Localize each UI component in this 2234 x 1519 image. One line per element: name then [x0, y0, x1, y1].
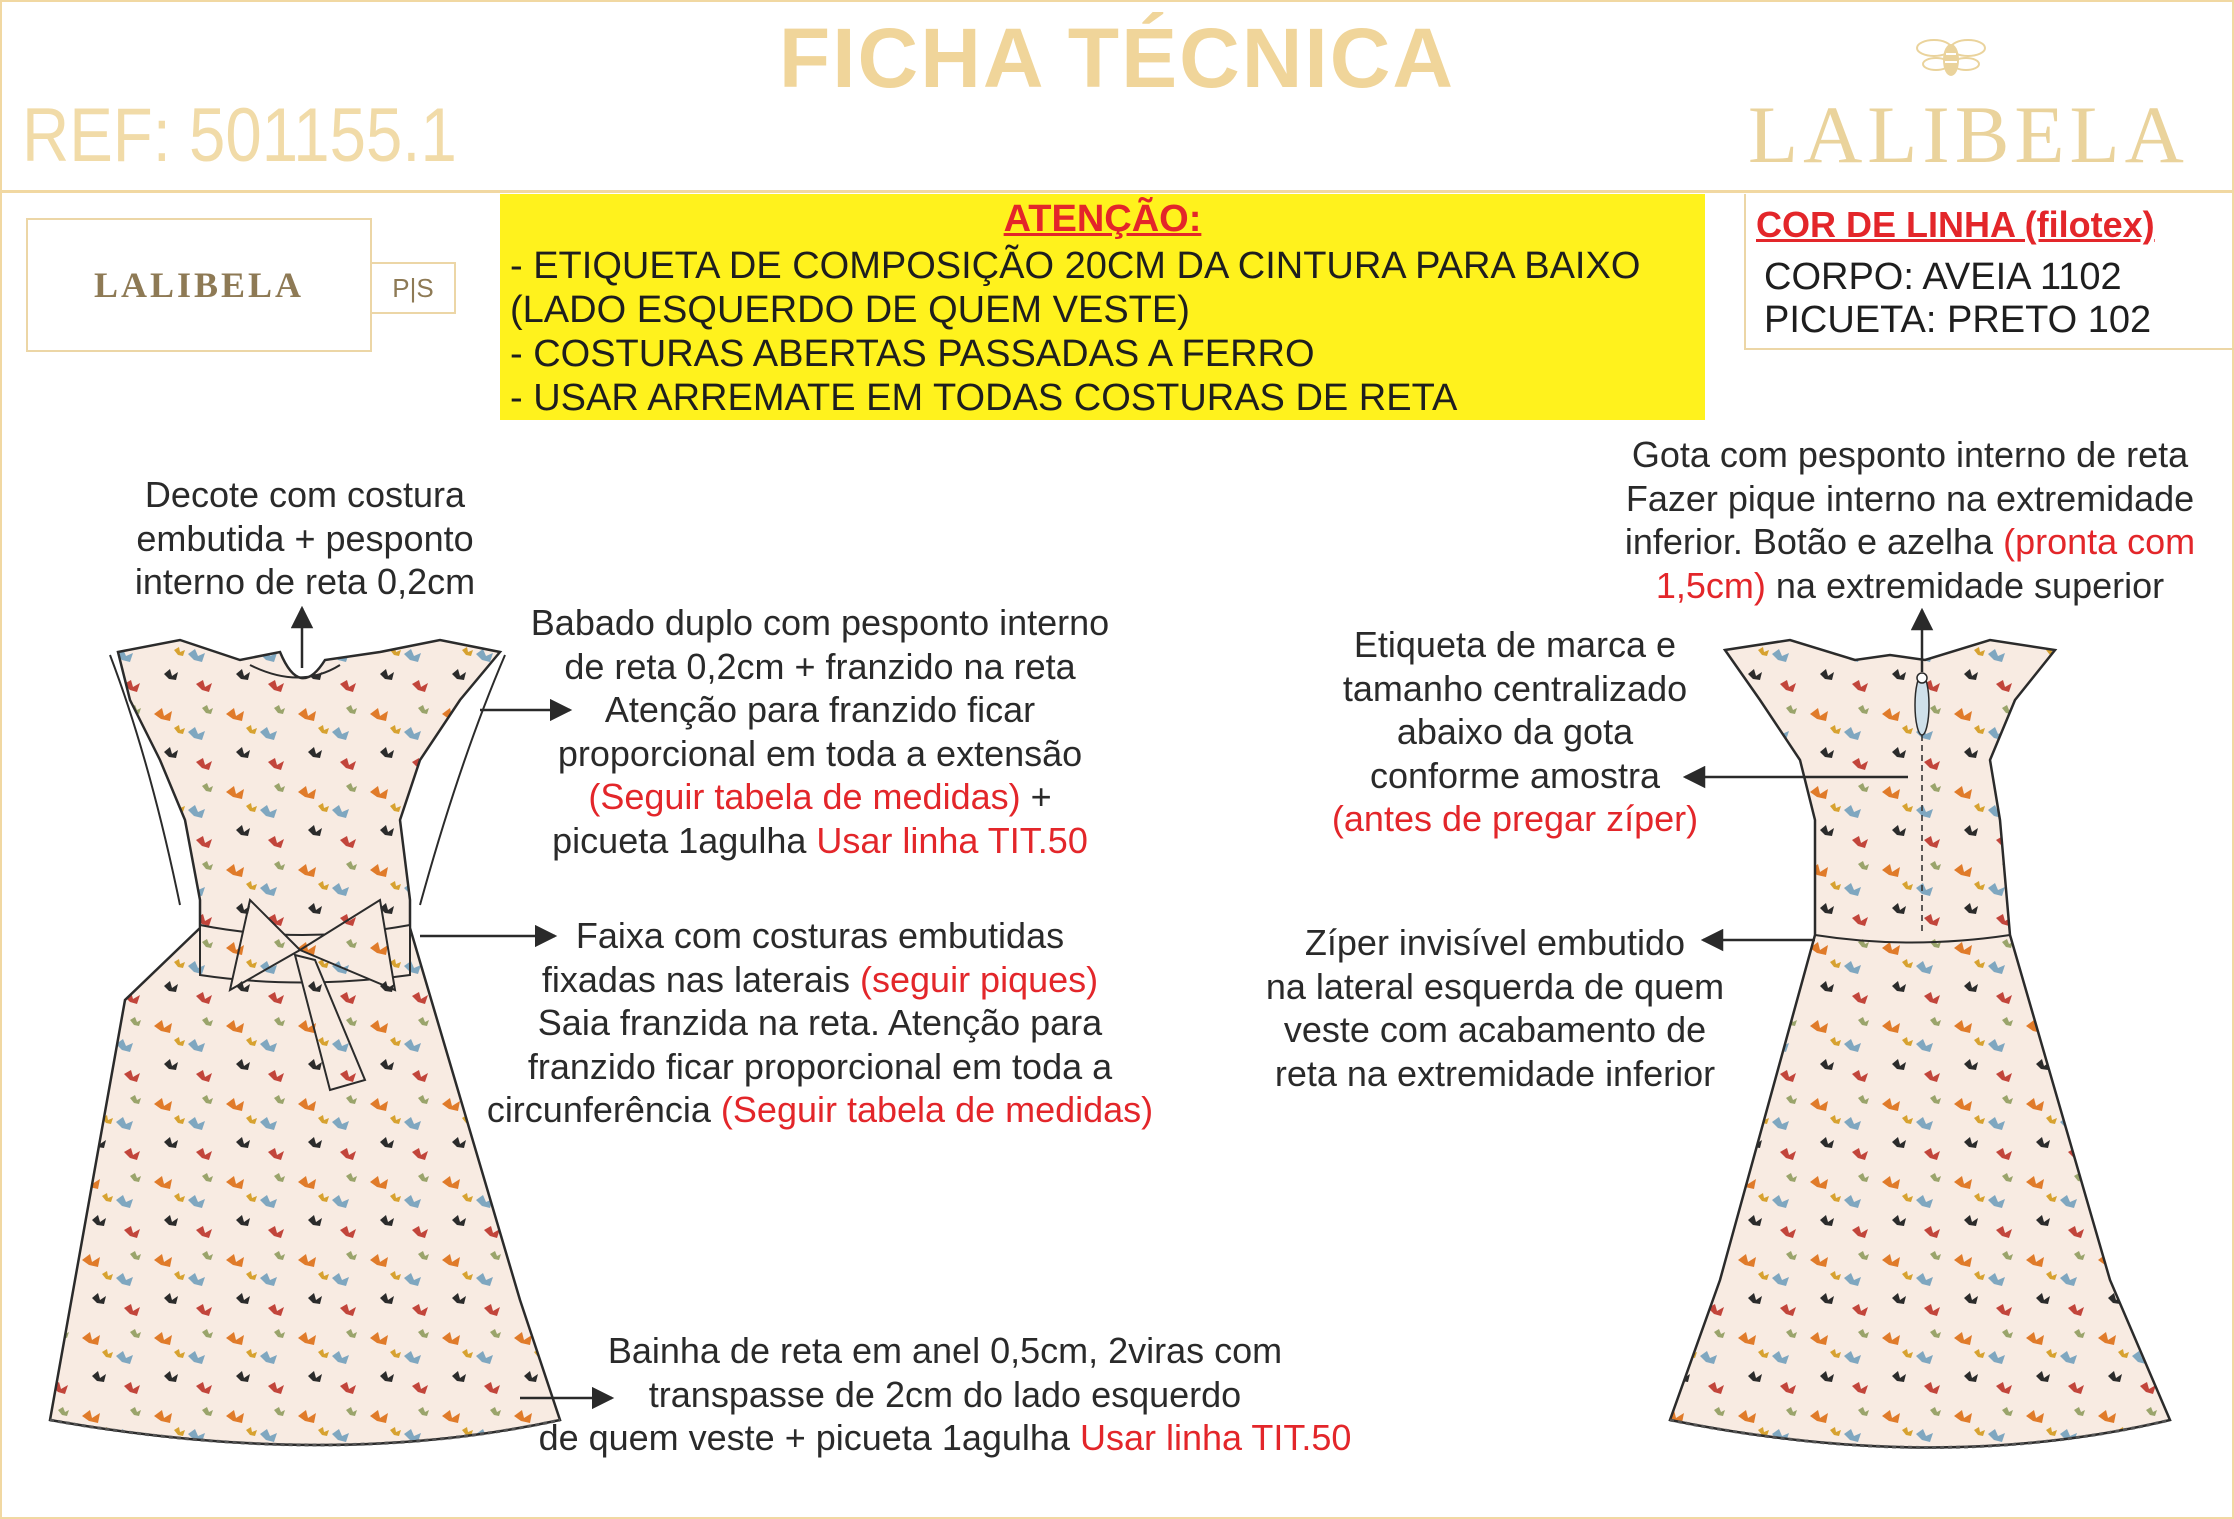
- drop-note: Gota com pesponto interno de reta Fazer pique interno na extremidade inferior. Botão e azelha (pronta com 1,5cm) na extremidade superior: [1624, 434, 2196, 606]
- ruffle-note: Babado duplo com pesponto interno de reta 0,2cm + franzido na reta Atenção para franzido ficar proporcional em toda a extensão (Seguir tabela de medidas) + picueta 1agulha Usar linha TIT.50: [530, 602, 1110, 861]
- neckline-note: Decote com costura embutida + pesponto interno de reta 0,2cm: [134, 474, 476, 602]
- page-title: FICHA TÉCNICA: [778, 11, 1456, 105]
- zipper-note: Zíper invisível embutido na lateral esquerda de quem veste com acabamento de reta na extremidade inferior: [1265, 922, 1725, 1094]
- reference-code: REF: 501155.1: [22, 93, 457, 178]
- attention-line: - COSTURAS ABERTAS PASSADAS A FERRO: [510, 333, 1315, 375]
- thread-color-heading: COR DE LINHA (filotex): [1756, 204, 2155, 245]
- hem-note: Bainha de reta em anel 0,5cm, 2viras com transpasse de 2cm do lado esquerdo de quem veste + picueta 1agulha Usar linha TIT.50: [538, 1330, 1352, 1458]
- label-brand-text: LALIBELA: [93, 265, 305, 305]
- thread-color-picot: PICUETA: PRETO 102: [1764, 299, 2152, 341]
- attention-heading: ATENÇÃO:: [1003, 198, 1202, 240]
- sash-note: Faixa com costuras embutidas fixadas nas laterais (seguir piques) Saia franzida na reta. Atenção para franzido ficar proporcional em toda a circunferência (Seguir tabela de medidas): [486, 915, 1154, 1130]
- tag-note: Etiqueta de marca e tamanho centralizado abaixo da gota conforme amostra (antes de pregar zíper): [1331, 624, 1699, 839]
- attention-line: - USAR ARREMATE EM TODAS COSTURAS DE RETA: [510, 377, 1458, 419]
- attention-line: - ETIQUETA DE COMPOSIÇÃO 20CM DA CINTURA PARA BAIXO: [510, 245, 1641, 287]
- brand-logo: LALIBELA: [1748, 89, 2189, 180]
- attention-line: (LADO ESQUERDO DE QUEM VESTE): [510, 289, 1190, 331]
- size-label-sample: P|S: [370, 262, 456, 314]
- thread-color-body: CORPO: AVEIA 1102: [1764, 256, 2122, 298]
